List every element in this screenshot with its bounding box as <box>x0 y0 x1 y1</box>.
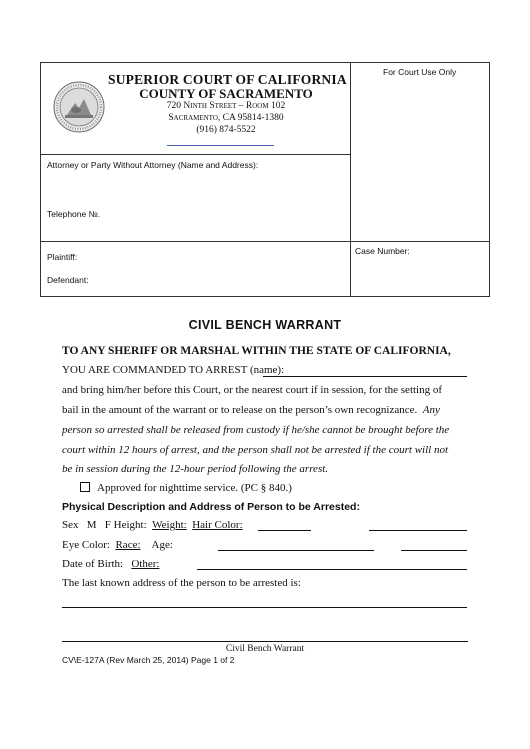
address-field[interactable] <box>62 607 467 608</box>
arrest-command: YOU ARE COMMANDED TO ARREST (name): <box>62 364 285 376</box>
weight-label: Weight: <box>152 519 187 531</box>
court-phone: (916) 874-5522 <box>196 125 256 135</box>
height-label: Height: <box>113 519 147 531</box>
hair-color-field[interactable] <box>258 530 311 531</box>
address-underline <box>167 145 274 146</box>
court-name: SUPERIOR COURT OF CALIFORNIA <box>108 72 347 87</box>
footer-title: Civil Bench Warrant <box>225 644 305 654</box>
sex-m-option[interactable]: M <box>86 519 97 531</box>
document-title: CIVIL BENCH WARRANT <box>188 318 342 332</box>
attorney-label[interactable]: Attorney or Party Without Attorney (Name and Address): <box>47 160 259 170</box>
footer-rule <box>62 641 468 642</box>
sex-label: Sex <box>62 519 79 531</box>
release-line-2: court within 12 hours of arrest, and the person shall not be arrested if the court will not <box>62 444 449 456</box>
form-id: CV\E-127A (Rev March 25, 2014) Page 1 of 2 <box>62 655 235 665</box>
age-field[interactable] <box>218 550 374 551</box>
race-label: Race: <box>115 539 141 551</box>
physical-row-1 <box>62 519 243 531</box>
other-label: Other: <box>131 558 160 570</box>
release-line-1: person so arrested shall be released from custody if he/she cannot be brought before the <box>62 424 450 436</box>
salutation: TO ANY SHERIFF OR MARSHAL WITHIN THE STATE OF CALIFORNIA, <box>62 345 451 357</box>
court-address-line1: 720 Ninth Street – Room 102 <box>166 101 286 111</box>
other-field[interactable] <box>197 569 467 570</box>
defendant-label[interactable]: Defendant: <box>47 275 89 285</box>
county-name: COUNTY OF SACRAMENTO <box>139 86 313 101</box>
case-number-label[interactable]: Case Number: <box>355 246 410 256</box>
bring-line: and bring him/her before this Court, or the nearest court if in session, for the setting of <box>62 384 443 396</box>
court-seal-icon <box>53 81 105 133</box>
caption-divider <box>350 63 351 296</box>
physical-heading: Physical Description and Address of Person to be Arrested: <box>62 501 360 513</box>
nighttime-service[interactable] <box>80 482 292 494</box>
age-label: Age: <box>151 539 173 551</box>
caption-rule <box>41 241 489 242</box>
physical-row-3 <box>62 558 159 570</box>
physical-extra-field-2[interactable] <box>401 550 467 551</box>
dob-label: Date of Birth: <box>62 558 124 570</box>
physical-row-2 <box>62 539 173 551</box>
nighttime-checkbox[interactable] <box>80 482 90 492</box>
sex-f-option[interactable]: F <box>104 519 111 531</box>
caption-rule <box>41 154 350 155</box>
nighttime-label: Approved for nighttime service. (PC § 840.) <box>97 482 292 494</box>
telephone-label[interactable]: Telephone №. <box>47 209 101 219</box>
arrest-name-field[interactable] <box>263 376 467 377</box>
caption-box <box>40 62 490 297</box>
release-line-3: be in session during the 12-hour period following the arrest. <box>62 463 329 475</box>
bail-line: bail in the amount of the warrant or to release on the person’s own recognizance. Any <box>62 404 440 416</box>
eye-color-label: Eye Color: <box>62 539 110 551</box>
physical-extra-field[interactable] <box>369 530 467 531</box>
hair-color-label: Hair Color: <box>192 519 243 531</box>
court-use-label: For Court Use Only <box>383 67 457 77</box>
plaintiff-label[interactable]: Plaintiff: <box>47 252 78 262</box>
address-label: The last known address of the person to be arrested is: <box>62 577 301 589</box>
court-address-line2: Sacramento, CA 95814-1380 <box>168 113 284 123</box>
